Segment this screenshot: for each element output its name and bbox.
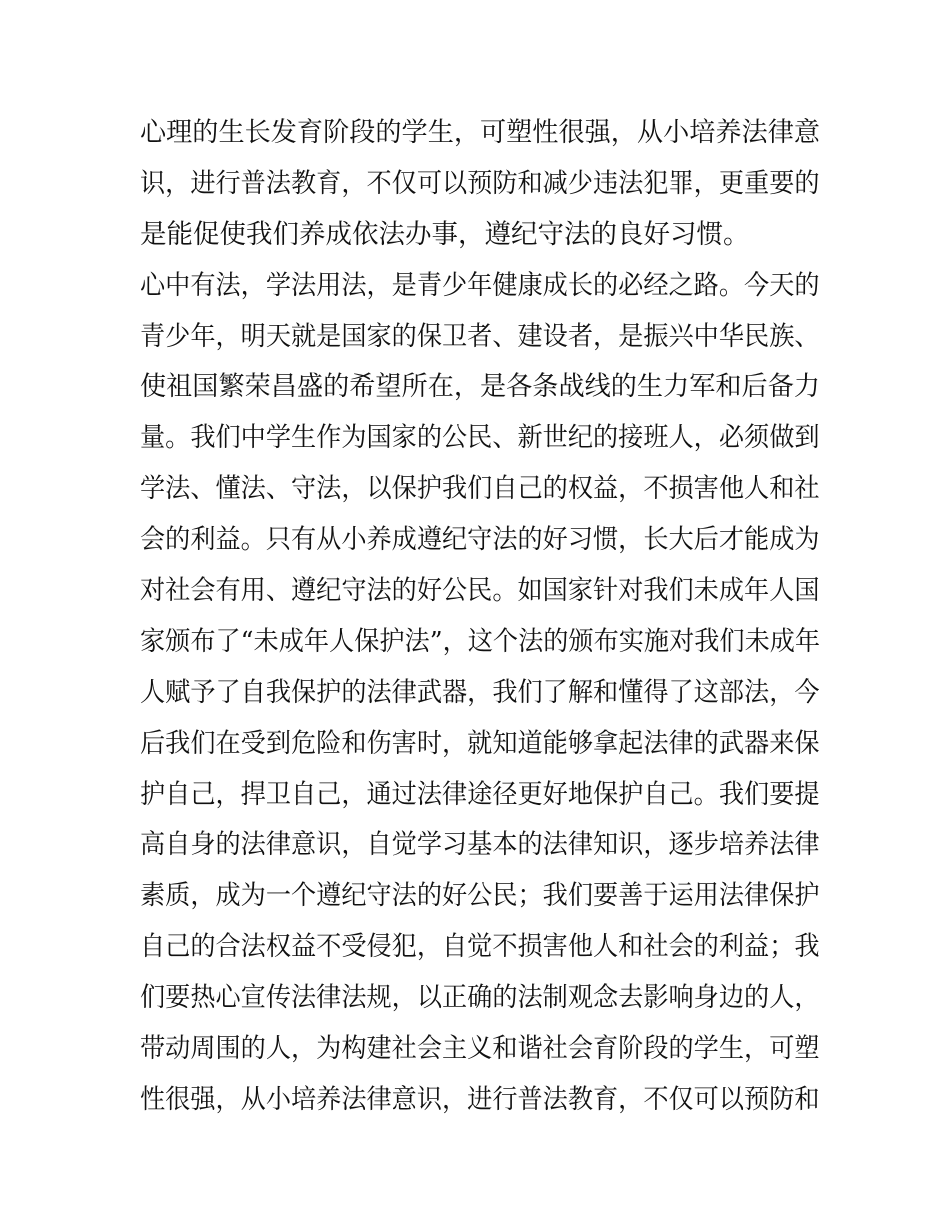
text-line: 识，进行普法教育，不仅可以预防和减少违法犯罪，更重要的 xyxy=(140,167,820,199)
text-line: 素质，成为一个遵纪守法的好公民；我们要善于运用法律保护 xyxy=(140,880,820,912)
text-line: 对社会有用、遵纪守法的好公民。如国家针对我们未成年人国 xyxy=(140,575,820,607)
text-line: 学法、懂法、守法，以保护我们自己的权益，不损害他人和社 xyxy=(140,473,820,505)
text-line: 人赋予了自我保护的法律武器，我们了解和懂得了这部法，今 xyxy=(140,676,820,708)
text-line: 性很强，从小培养法律意识，进行普法教育，不仅可以预防和 xyxy=(140,1083,820,1115)
text-line: 高自身的法律意识，自觉学习基本的法律知识，逐步培养法律 xyxy=(140,829,820,861)
text-line: 量。我们中学生作为国家的公民、新世纪的接班人，必须做到 xyxy=(140,422,820,454)
text-line: 护自己，捍卫自己，通过法律途径更好地保护自己。我们要提 xyxy=(140,778,820,810)
text-line: 家颁布了“未成年人保护法”，这个法的颁布实施对我们未成年 xyxy=(140,625,821,657)
text-line: 是能促使我们养成依法办事，遵纪守法的良好习惯。 xyxy=(140,218,750,250)
text-line: 们要热心宣传法律法规，以正确的法制观念去影响身边的人， xyxy=(140,982,820,1014)
text-line: 自己的合法权益不受侵犯，自觉不损害他人和社会的利益；我 xyxy=(140,931,820,963)
text-line: 带动周围的人，为构建社会主义和谐社会育阶段的学生，可塑 xyxy=(140,1033,820,1065)
body-text xyxy=(140,108,820,1126)
text-line: 心理的生长发育阶段的学生，可塑性很强，从小培养法律意 xyxy=(140,117,820,148)
text-line: 心中有法，学法用法，是青少年健康成长的必经之路。今天的 xyxy=(140,269,820,301)
text-line: 会的利益。只有从小养成遵纪守法的好习惯，长大后才能成为 xyxy=(140,524,820,556)
text-line: 使祖国繁荣昌盛的希望所在，是各条战线的生力军和后备力 xyxy=(140,371,820,403)
text-line: 后我们在受到危险和伤害时，就知道能够拿起法律的武器来保 xyxy=(140,727,820,759)
text-line: 青少年，明天就是国家的保卫者、建设者，是振兴中华民族、 xyxy=(140,320,820,352)
